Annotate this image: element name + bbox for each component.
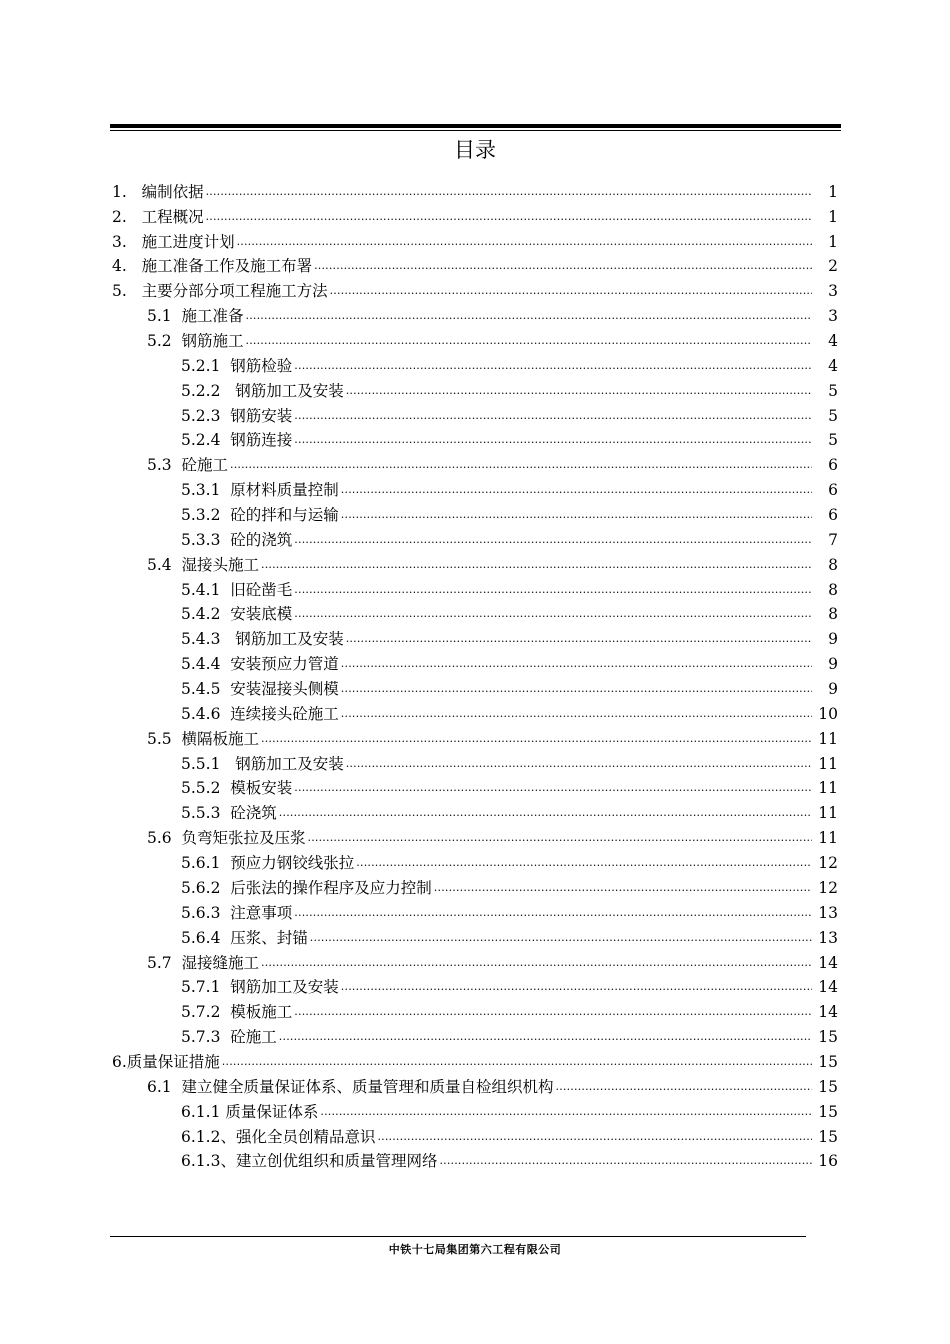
toc-entry[interactable] — [112, 376, 838, 401]
header-rule-thick — [110, 124, 841, 128]
toc-page-number: 11 — [818, 754, 838, 773]
toc-page-number: 15 — [818, 1028, 838, 1047]
toc-page-number: 11 — [818, 829, 838, 848]
footer-rule — [110, 1236, 806, 1237]
toc-entry[interactable] — [112, 848, 838, 873]
toc-leader-dots — [294, 1005, 812, 1019]
toc-entry[interactable] — [112, 923, 838, 948]
toc-entry-text: 5.7.3 砼施工 — [181, 1028, 277, 1047]
toc-page-number: 1 — [828, 207, 838, 226]
toc-entry[interactable] — [112, 973, 838, 998]
toc-entry-text: 5.1 施工准备 — [147, 307, 244, 326]
toc-leader-dots — [294, 781, 812, 795]
toc-entry-text: 5.5 横隔板施工 — [147, 729, 260, 748]
toc-leader-dots — [439, 1154, 812, 1168]
toc-page-number: 15 — [818, 1102, 838, 1121]
toc-page-number: 5 — [828, 431, 838, 450]
toc-entry-text: 4. 施工准备工作及施工布署 — [112, 257, 313, 276]
toc-entry-text: 1. 编制依据 — [112, 182, 204, 201]
toc-entry[interactable] — [112, 674, 838, 699]
toc-entry[interactable] — [112, 426, 838, 451]
toc-leader-dots — [341, 707, 812, 721]
toc-entry[interactable] — [112, 500, 838, 525]
toc-page-number: 13 — [818, 928, 838, 947]
toc-entry[interactable] — [112, 1122, 838, 1147]
toc-entry[interactable] — [112, 948, 838, 973]
toc-leader-dots — [556, 1080, 812, 1094]
toc-page-number: 5 — [828, 406, 838, 425]
toc-entry-text: 5.2.4 钢筋连接 — [181, 431, 293, 450]
toc-entry-text: 5.4.5 安装湿接头侧模 — [181, 680, 339, 699]
toc-entry-text: 5.4.6 连续接头砼施工 — [181, 704, 339, 723]
toc-entry[interactable] — [112, 450, 838, 475]
toc-leader-dots — [330, 284, 812, 298]
toc-page-number: 10 — [818, 704, 838, 723]
toc-entry[interactable] — [112, 1022, 838, 1047]
toc-entry-text: 5.3.3 砼的浇筑 — [181, 530, 293, 549]
toc-leader-dots — [279, 1030, 812, 1044]
toc-entry[interactable] — [112, 202, 838, 227]
toc-entry[interactable] — [112, 898, 838, 923]
toc-leader-dots — [320, 1105, 812, 1119]
toc-page-number: 11 — [818, 804, 838, 823]
toc-entry-text: 5.3.1 原材料质量控制 — [181, 481, 339, 500]
toc-leader-dots — [246, 334, 812, 348]
toc-leader-dots — [246, 309, 812, 323]
toc-leader-dots — [341, 508, 812, 522]
toc-leader-dots — [294, 409, 812, 423]
toc-leader-dots — [294, 607, 812, 621]
header-rule-thin — [110, 130, 841, 131]
toc-page-number: 14 — [818, 953, 838, 972]
toc-entry-text: 5.4.1 旧砼凿毛 — [181, 580, 293, 599]
toc-page-number: 8 — [828, 605, 838, 624]
toc-entry-text: 5.7.2 模板施工 — [181, 1003, 293, 1022]
toc-leader-dots — [294, 359, 812, 373]
toc-leader-dots — [294, 583, 812, 597]
toc-entry-text: 6.质量保证措施 — [112, 1052, 220, 1071]
toc-leader-dots — [341, 682, 812, 696]
toc-page-number: 12 — [818, 854, 838, 873]
toc-page-number: 6 — [828, 456, 838, 475]
toc-entry[interactable] — [112, 624, 838, 649]
toc-leader-dots — [222, 1055, 812, 1069]
toc-entry-text: 5.2.3 钢筋安装 — [181, 406, 293, 425]
toc-entry[interactable] — [112, 600, 838, 625]
toc-entry-text: 5.4.4 安装预应力管道 — [181, 655, 339, 674]
toc-leader-dots — [346, 632, 812, 646]
toc-leader-dots — [261, 732, 812, 746]
toc-entry-text: 2. 工程概况 — [112, 207, 204, 226]
toc-entry[interactable] — [112, 1097, 838, 1122]
toc-leader-dots — [341, 980, 812, 994]
toc-entry-text: 5.2.1 钢筋检验 — [181, 356, 293, 375]
toc-entry-text: 5.4 湿接头施工 — [147, 555, 260, 574]
toc-entry-text: 5.7 湿接缝施工 — [147, 953, 260, 972]
toc-entry[interactable] — [112, 699, 838, 724]
toc-entry-text: 5.6.4 压浆、封锚 — [181, 928, 308, 947]
toc-page-number: 14 — [818, 1003, 838, 1022]
toc-leader-dots — [294, 533, 812, 547]
toc-entry[interactable] — [112, 550, 838, 575]
toc-entry-text: 5.2.2 钢筋加工及安装 — [181, 381, 344, 400]
toc-page-number: 15 — [818, 1052, 838, 1071]
toc-leader-dots — [294, 906, 812, 920]
toc-leader-dots — [346, 757, 812, 771]
toc-entry-text: 5.4.3 钢筋加工及安装 — [181, 630, 344, 649]
toc-page-number: 1 — [828, 182, 838, 201]
toc-leader-dots — [206, 210, 812, 224]
toc-entry[interactable] — [112, 326, 838, 351]
toc-page-number: 11 — [818, 729, 838, 748]
toc-leader-dots — [341, 657, 812, 671]
toc-page-number: 6 — [828, 506, 838, 525]
toc-entry-text: 5.6.1 预应力钢铰线张拉 — [181, 854, 355, 873]
toc-page-number: 9 — [828, 680, 838, 699]
toc-leader-dots — [261, 956, 812, 970]
toc-entry[interactable] — [112, 301, 838, 326]
toc-leader-dots — [294, 433, 812, 447]
toc-entry-text: 6.1.2、强化全员创精品意识 — [181, 1127, 376, 1146]
toc-entry-text: 5.6.2 后张法的操作程序及应力控制 — [181, 878, 432, 897]
toc-leader-dots — [279, 806, 812, 820]
toc-entry[interactable] — [112, 276, 838, 301]
toc-entry[interactable] — [112, 227, 838, 252]
toc-entry-text: 6.1.3、建立创优组织和质量管理网络 — [181, 1152, 438, 1171]
toc-entry[interactable] — [112, 997, 838, 1022]
toc-entry-text: 5.5.3 砼浇筑 — [181, 804, 277, 823]
toc-entry[interactable] — [112, 401, 838, 426]
toc-entry-text: 5.3.2 砼的拌和与运输 — [181, 506, 339, 525]
toc-entry-text: 5. 主要分部分项工程施工方法 — [112, 282, 328, 301]
toc-page-number: 2 — [828, 257, 838, 276]
toc-leader-dots — [310, 931, 812, 945]
toc-entry[interactable] — [112, 1147, 838, 1172]
toc-entry-text: 5.6 负弯矩张拉及压浆 — [147, 829, 306, 848]
toc-page-number: 8 — [828, 555, 838, 574]
toc-page-number: 16 — [818, 1152, 838, 1171]
toc-leader-dots — [230, 458, 812, 472]
toc-page-number: 4 — [828, 332, 838, 351]
toc-page-number: 3 — [828, 282, 838, 301]
footer-company: 中铁十七局集团第六工程有限公司 — [388, 1243, 562, 1256]
toc-leader-dots — [377, 1130, 812, 1144]
page-title: 目录 — [454, 138, 496, 162]
toc-entry[interactable] — [112, 749, 838, 774]
toc-page-number: 14 — [818, 978, 838, 997]
toc-leader-dots — [434, 881, 812, 895]
toc-page-number: 15 — [818, 1127, 838, 1146]
toc-entry-text: 3. 施工进度计划 — [112, 232, 235, 251]
toc-entry-text: 5.4.2 安装底模 — [181, 605, 293, 624]
toc-entry-text: 5.3 砼施工 — [147, 456, 229, 475]
toc-entry[interactable] — [112, 1047, 838, 1072]
toc-page-number: 9 — [828, 630, 838, 649]
toc-entry[interactable] — [112, 774, 838, 799]
toc-page-number: 8 — [828, 580, 838, 599]
toc-leader-dots — [308, 831, 812, 845]
toc-entry[interactable] — [112, 525, 838, 550]
toc-entry[interactable] — [112, 177, 838, 202]
toc-entry[interactable] — [112, 351, 838, 376]
toc-leader-dots — [346, 384, 812, 398]
toc-leader-dots — [314, 259, 812, 273]
toc-entry-text: 5.7.1 钢筋加工及安装 — [181, 978, 339, 997]
toc-page-number: 9 — [828, 655, 838, 674]
toc-page-number: 7 — [828, 530, 838, 549]
toc-page-number: 11 — [818, 779, 838, 798]
toc-entry[interactable] — [112, 823, 838, 848]
toc-entry-text: 6.1.1 质量保证体系 — [181, 1102, 319, 1121]
toc-entry[interactable] — [112, 575, 838, 600]
toc-leader-dots — [341, 483, 812, 497]
toc-leader-dots — [237, 235, 812, 249]
toc-leader-dots — [261, 558, 812, 572]
toc-entry[interactable] — [112, 873, 838, 898]
toc-page-number: 12 — [818, 878, 838, 897]
toc-entry[interactable] — [112, 649, 838, 674]
toc-entry[interactable] — [112, 724, 838, 749]
toc-entry-text: 5.6.3 注意事项 — [181, 903, 293, 922]
toc-leader-dots — [206, 185, 812, 199]
toc-page-number: 5 — [828, 381, 838, 400]
toc-page-number: 3 — [828, 307, 838, 326]
toc-page-number: 15 — [818, 1077, 838, 1096]
toc-entry[interactable] — [112, 475, 838, 500]
toc-entry-text: 5.5.2 模板安装 — [181, 779, 293, 798]
toc-page-number: 4 — [828, 356, 838, 375]
toc-entry-text: 5.5.1 钢筋加工及安装 — [181, 754, 344, 773]
toc-page-number: 1 — [828, 232, 838, 251]
table-of-contents — [112, 177, 838, 1171]
toc-leader-dots — [356, 856, 812, 870]
toc-entry-text: 5.2 钢筋施工 — [147, 332, 244, 351]
toc-page-number: 13 — [818, 903, 838, 922]
toc-page-number: 6 — [828, 481, 838, 500]
toc-entry[interactable] — [112, 798, 838, 823]
toc-entry[interactable] — [112, 1072, 838, 1097]
toc-entry-text: 6.1 建立健全质量保证体系、质量管理和质量自检组织机构 — [147, 1077, 554, 1096]
toc-entry[interactable] — [112, 252, 838, 277]
